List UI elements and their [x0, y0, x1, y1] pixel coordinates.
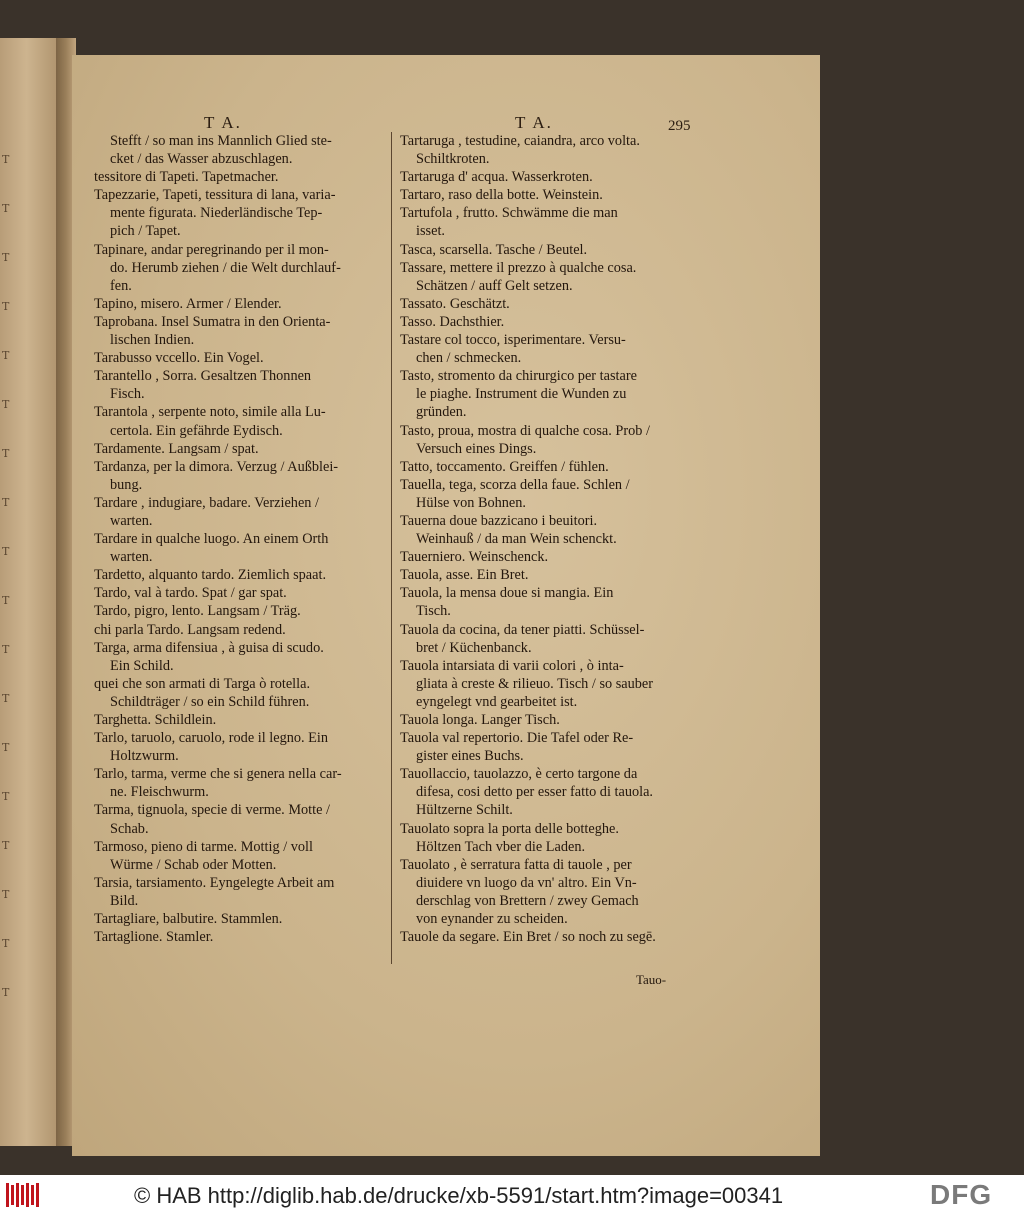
dictionary-line: chi parla Tardo. Langsam redend. [94, 621, 286, 638]
dictionary-line: Tardo, pigro, lento. Langsam / Träg. [94, 603, 301, 620]
margin-letter: T [2, 741, 10, 754]
dictionary-line: Holtzwurm. [110, 748, 179, 765]
dictionary-line: Weinhauß / da man Wein schenckt. [416, 531, 617, 548]
dictionary-line: Schildträger / so ein Schild führen. [110, 693, 310, 710]
right-column [400, 132, 700, 946]
dictionary-line: certola. Ein gefährde Eydisch. [110, 422, 283, 439]
dictionary-line: difesa, cosi detto per esser fatto di tauola. [416, 784, 654, 801]
dictionary-line: cket / das Wasser abzuschlagen. [110, 151, 293, 168]
dictionary-line: Tasto, proua, mostra di qualche cosa. Prob / [400, 422, 650, 439]
dictionary-line: Tauola intarsiata di varii colori , ò inta- [400, 657, 624, 674]
dictionary-line: eyngelegt vnd gearbeitet ist. [416, 693, 578, 710]
dictionary-line: Versuch eines Dings. [416, 440, 537, 457]
margin-letter: T [2, 251, 10, 264]
hab-logo-bar [26, 1183, 29, 1207]
column-rule [391, 132, 392, 964]
hab-logo-bar [16, 1183, 19, 1207]
dictionary-line: Stefft / so man ins Mannlich Glied ste- [110, 133, 332, 149]
dictionary-line: diuidere vn luogo da vn' altro. Ein Vn- [416, 874, 637, 891]
dictionary-line: bret / Küchenbanck. [416, 639, 532, 656]
hab-logo-bar [31, 1185, 34, 1205]
dictionary-line: Hülse von Bohnen. [416, 494, 526, 511]
footer-copyright-url[interactable]: © HAB http://diglib.hab.de/drucke/xb-5591/start.htm?image=00341 [134, 1183, 784, 1208]
hab-logo-bar [36, 1183, 39, 1207]
dictionary-line: Tauella, tega, scorza della faue. Schlen / [400, 476, 630, 493]
dictionary-line: Tasto, stromento da chirurgico per tastare [400, 368, 637, 385]
dictionary-line: Tartaglione. Stamler. [94, 929, 214, 946]
margin-letter: T [2, 937, 10, 950]
dictionary-line: ne. Fleischwurm. [110, 784, 209, 801]
hab-logo-icon [4, 1181, 42, 1209]
dictionary-line: Tasca, scarsella. Tasche / Beutel. [400, 241, 588, 258]
dictionary-line: Tauola longa. Langer Tisch. [400, 712, 560, 728]
dictionary-line: le piaghe. Instrument die Wunden zu [416, 386, 627, 403]
dictionary-line: Tardare in qualche luogo. An einem Orth [94, 531, 329, 548]
dictionary-line: Bild. [110, 892, 139, 909]
dictionary-line: do. Herumb ziehen / die Welt durchlauf- [110, 259, 341, 276]
dictionary-line: Hültzerne Schilt. [416, 802, 513, 819]
dictionary-line: Tarmoso, pieno di tarme. Mottig / voll [94, 838, 313, 855]
margin-letter: T [2, 300, 10, 313]
margin-letter: T [2, 496, 10, 509]
dictionary-line: lischen Indien. [110, 332, 195, 349]
dictionary-line: Ein Schild. [110, 657, 174, 674]
margin-letter: T [2, 447, 10, 460]
dictionary-line: Tisch. [416, 603, 451, 620]
margin-letter: T [2, 398, 10, 411]
dictionary-line: Tauola da cocina, da tener piatti. Schüssel- [400, 621, 645, 638]
dictionary-line: Würme / Schab oder Motten. [110, 856, 277, 873]
dictionary-line: chen / schmecken. [416, 350, 522, 367]
dictionary-line: Tartaro, raso della botte. Weinstein. [400, 187, 603, 204]
dictionary-line: Schätzen / auff Gelt setzen. [416, 277, 573, 294]
dictionary-line: Tartaruga , testudine, caiandra, arco volta. [400, 133, 640, 149]
dictionary-line: Tapezzarie, Tapeti, tessitura di lana, varia- [94, 187, 336, 204]
dictionary-line: Tartaruga d' acqua. Wasserkroten. [400, 169, 593, 186]
dictionary-line: Tardetto, alquanto tardo. Ziemlich spaat. [94, 567, 327, 584]
margin-letter: T [2, 545, 10, 558]
dictionary-line: gister eines Buchs. [416, 748, 524, 765]
dictionary-line: Tapino, misero. Armer / Elender. [94, 295, 282, 312]
dictionary-line: mente figurata. Niederländische Tep- [110, 205, 323, 222]
dictionary-line: warten. [110, 512, 153, 529]
dictionary-line: pich / Tapet. [110, 223, 181, 240]
dictionary-line: isset. [416, 223, 445, 240]
dictionary-line: Tasso. Dachsthier. [400, 313, 505, 330]
dictionary-line: Tauola val repertorio. Die Tafel oder Re- [400, 730, 634, 747]
margin-letter: T [2, 839, 10, 852]
running-head-left: T A. [204, 113, 242, 132]
dictionary-line: Tauolato sopra la porta delle botteghe. [400, 820, 619, 837]
margin-letter: T [2, 692, 10, 705]
dictionary-line: Taprobana. Insel Sumatra in den Orienta- [94, 313, 331, 330]
left-column [94, 132, 384, 946]
dictionary-line: Tauerna doue bazzicano i beuitori. [400, 512, 598, 529]
dfg-logo: DFG [930, 1179, 993, 1210]
dictionary-line: Tarma, tignuola, specie di verme. Motte / [94, 802, 331, 819]
margin-letter: T [2, 349, 10, 362]
dictionary-line: Tauola, la mensa doue si mangia. Ein [400, 585, 614, 602]
dictionary-line: Tarabusso vccello. Ein Vogel. [94, 350, 264, 367]
margin-letter: T [2, 643, 10, 656]
margin-letter: T [2, 202, 10, 215]
margin-letter: T [2, 153, 10, 166]
hab-logo-bar [6, 1183, 9, 1207]
dictionary-line: Tastare col tocco, isperimentare. Versu- [400, 332, 626, 349]
dictionary-line: Tapinare, andar peregrinando per il mon- [94, 241, 329, 258]
dictionary-line: Tauerniero. Weinschenck. [400, 549, 549, 566]
dictionary-line: Tassare, mettere il prezzo à qualche cosa. [400, 259, 637, 276]
dictionary-line: Targhetta. Schildlein. [94, 712, 217, 728]
dictionary-line: Tarantola , serpente noto, simile alla Lu- [94, 404, 326, 421]
dictionary-line: gründen. [416, 404, 467, 421]
hab-logo-bar [11, 1185, 14, 1205]
margin-letter: T [2, 790, 10, 803]
dictionary-line: Tardo, val à tardo. Spat / gar spat. [94, 585, 287, 602]
dictionary-line: Höltzen Tach vber die Laden. [416, 838, 586, 855]
dictionary-line: Tassato. Geschätzt. [400, 295, 510, 312]
dictionary-line: gliata à creste & rilieuo. Tisch / so sauber [416, 675, 654, 692]
dictionary-line: Tauollaccio, tauolazzo, è certo targone da [400, 766, 638, 783]
dictionary-line: Schab. [110, 820, 149, 837]
dictionary-line: Fisch. [110, 386, 145, 403]
dictionary-line: Schiltkroten. [416, 151, 490, 168]
dictionary-line: tessitore di Tapeti. Tapetmacher. [94, 169, 279, 186]
dictionary-line: Tauolato , è serratura fatta di tauole , per [400, 856, 632, 873]
dictionary-line: Tarlo, tarma, verme che si genera nella car- [94, 766, 342, 783]
dictionary-line: warten. [110, 549, 153, 566]
dictionary-line: von eynander zu scheiden. [416, 911, 568, 928]
dictionary-line: derschlag von Brettern / zwey Gemach [416, 892, 639, 909]
dictionary-line: Tardamente. Langsam / spat. [94, 440, 259, 457]
footer-bar [0, 1175, 1024, 1215]
catchword: Tauo- [636, 972, 667, 987]
dictionary-line: Tauola, asse. Ein Bret. [400, 567, 529, 584]
hab-logo-bar [21, 1185, 24, 1205]
dictionary-line: Tarsia, tarsiamento. Eyngelegte Arbeit am [94, 874, 335, 891]
previous-page-margin-letters [2, 153, 22, 1053]
margin-letter: T [2, 594, 10, 607]
dictionary-line: Targa, arma difensiua , à guisa di scudo. [94, 639, 324, 656]
margin-letter: T [2, 986, 10, 999]
dictionary-line: Tardare , indugiare, badare. Verziehen / [94, 494, 319, 511]
margin-letter: T [2, 888, 10, 901]
dictionary-line: Tarantello , Sorra. Gesaltzen Thonnen [94, 368, 312, 385]
page-number: 295 [668, 118, 691, 134]
dictionary-line: Tardanza, per la dimora. Verzug / Außblei- [94, 458, 339, 475]
dictionary-line: fen. [110, 277, 132, 294]
dictionary-line: Tarlo, taruolo, caruolo, rode il legno. Ein [94, 730, 329, 747]
dictionary-line: Tartagliare, balbutire. Stammlen. [94, 911, 283, 928]
running-head-right: T A. [515, 113, 553, 132]
dictionary-line: Tartufola , frutto. Schwämme die man [400, 205, 618, 222]
dictionary-line: Tatto, toccamento. Greiffen / fühlen. [400, 458, 609, 475]
dictionary-line: bung. [110, 476, 143, 493]
dictionary-line: Tauole da segare. Ein Bret / so noch zu segē. [400, 929, 656, 946]
dictionary-line: quei che son armati di Targa ò rotella. [94, 675, 311, 692]
